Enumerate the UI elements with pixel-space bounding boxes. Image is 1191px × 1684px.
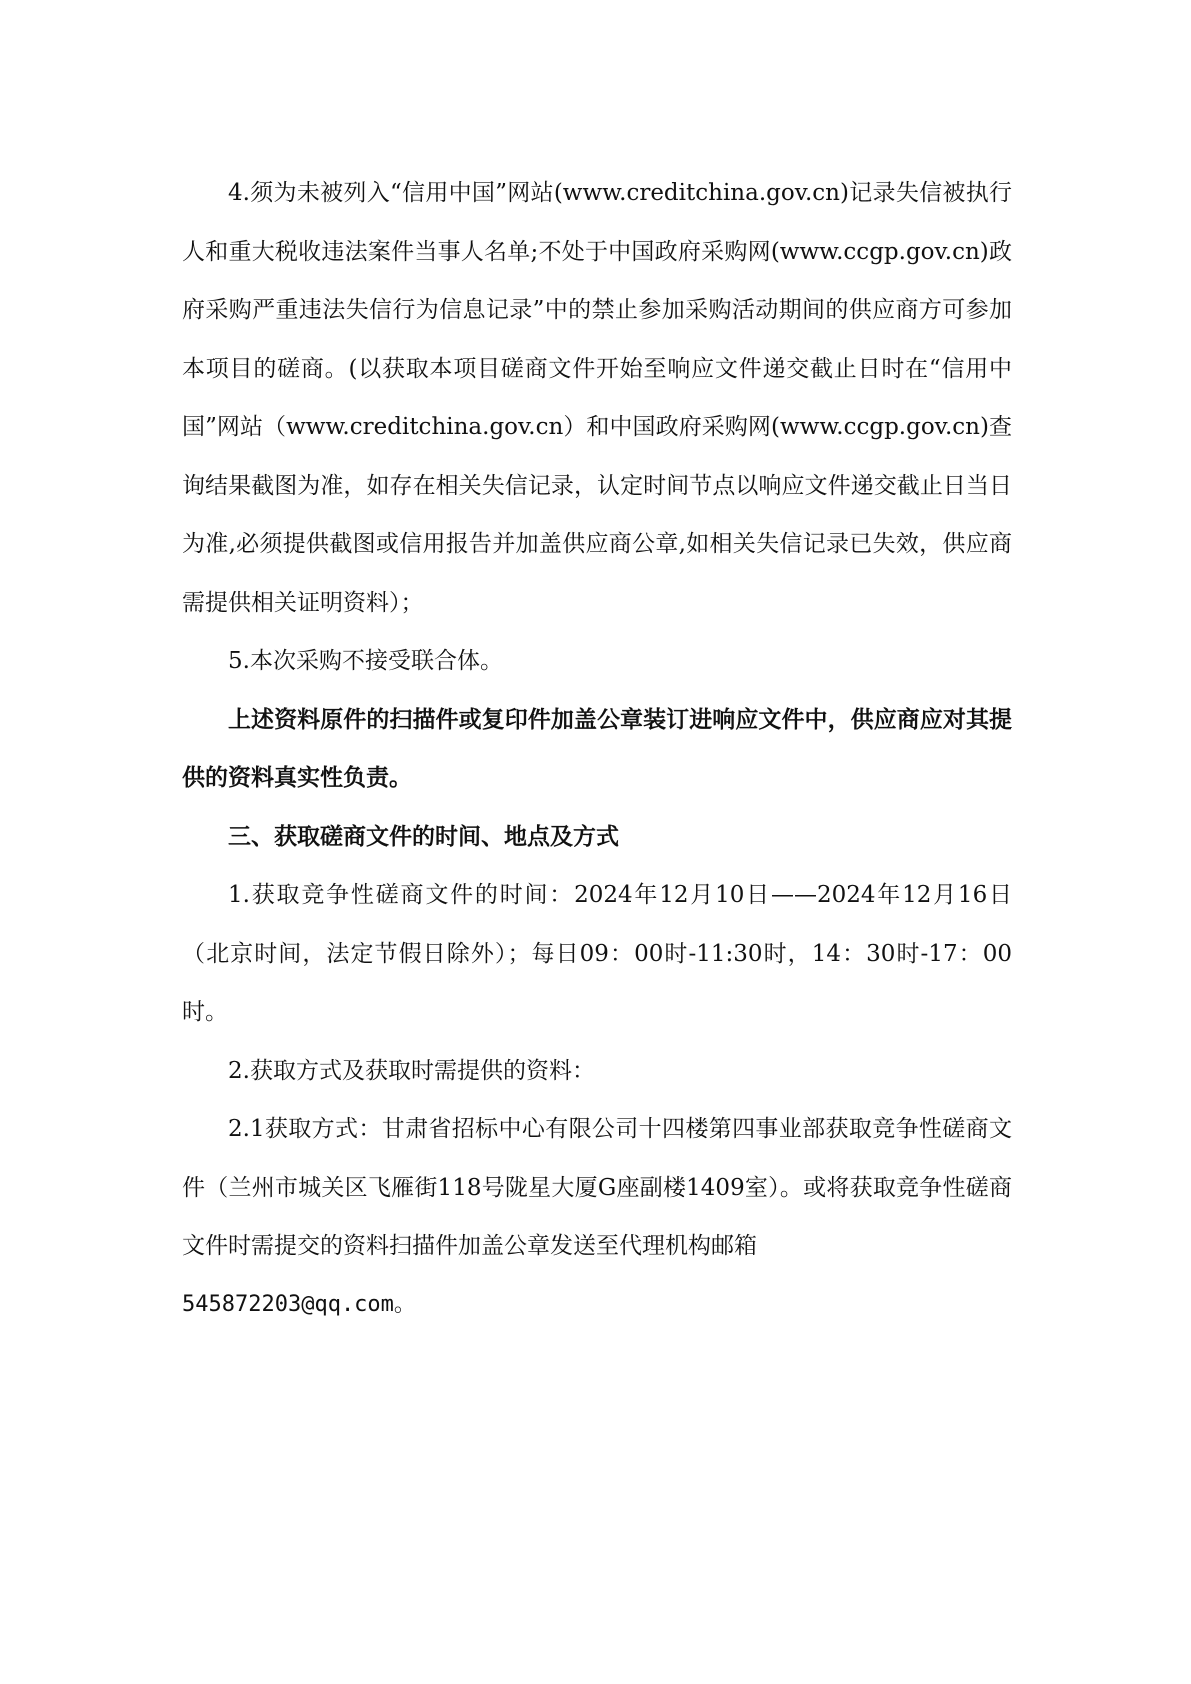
email-address: 545872203@qq.com。 (182, 1291, 416, 1317)
section-heading: 三、获取磋商文件的时间、地点及方式 (228, 822, 619, 850)
paragraph-time-period: 1.获取竞争性磋商文件的时间：2024年12月10日——2024年12月16日（北京时间，法定节假日除外）；每日09：00时-11:30时，14：30时-17：00时。 (182, 882, 1012, 1025)
document-body (182, 164, 1012, 1334)
paragraph-method-heading: 2.获取方式及获取时需提供的资料： (228, 1057, 595, 1084)
paragraph-credit-check: 4.须为未被列入“信用中国”网站(www.creditchina.gov.cn)记录失信被执行人和重大税收违法案件当事人名单;不处于中国政府采购网(www.ccgp.gov.cn)政府采购严重违法失信行为信息记录”中的禁止参加采购活动期间的供应商方可参加本项目的磋商。(以获取本项目磋商文件开始至响应文件递交截止日时在“信用中国”网站（www.creditchina.gov.cn）和中国政府采购网(www.ccgp.gov.cn)查询结果截图为准，如存在相关失信记录，认定时间节点以响应文件递交截止日当日为准,必须提供截图或信用报告并加盖供应商公章,如相关失信记录已失效，供应商需提供相关证明资料）； (182, 180, 1012, 616)
paragraph-method-detail: 2.1获取方式：甘肃省招标中心有限公司十四楼第四事业部获取竞争性磋商文件（兰州市城关区飞雁街118号陇星大厦G座副楼1409室）。或将获取竞争性磋商文件时需提交的资料扫描件加盖公章发送至代理机构邮箱 (182, 1116, 1012, 1259)
paragraph-materials-note: 上述资料原件的扫描件或复印件加盖公章装订进响应文件中，供应商应对其提供的资料真实性负责。 (182, 705, 1012, 791)
paragraph-no-consortium: 5.本次采购不接受联合体。 (228, 648, 503, 674)
